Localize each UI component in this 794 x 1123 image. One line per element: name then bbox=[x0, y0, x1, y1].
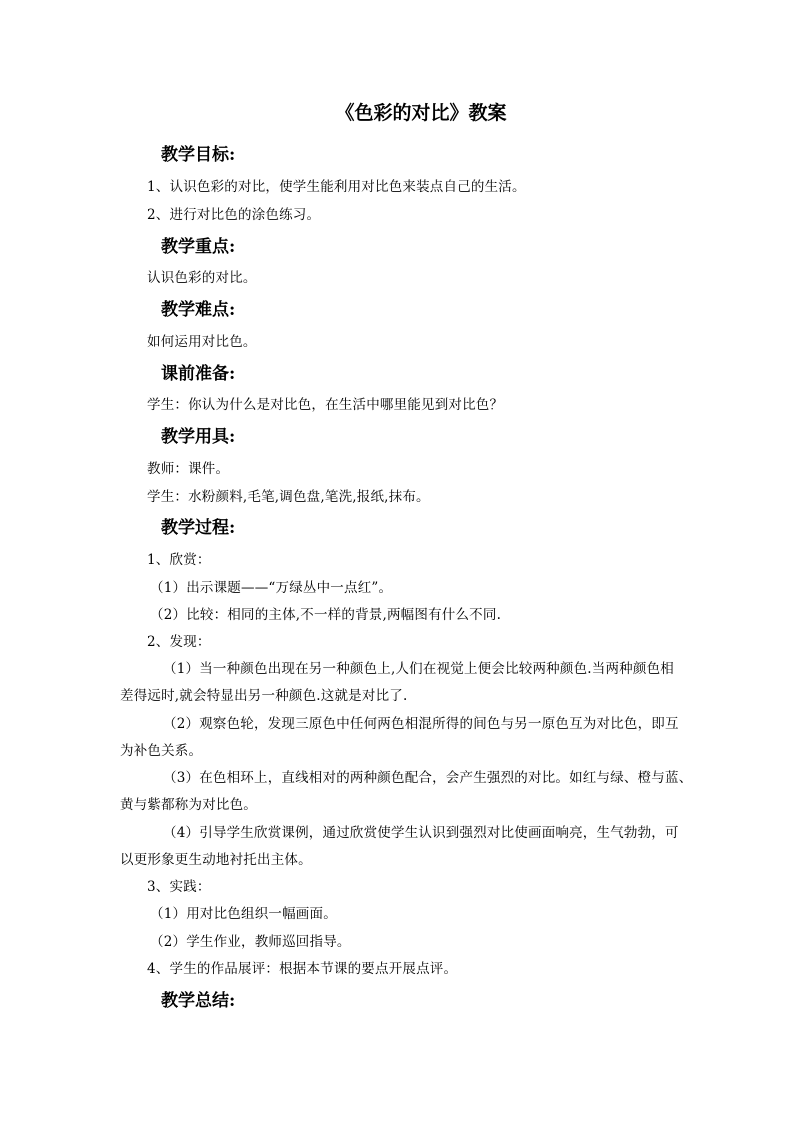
process-step2-p1-line2: 差得远时,就会特显出另一种颜色.这就是对比了. bbox=[120, 688, 408, 704]
process-step2-title: 2、发现： bbox=[147, 634, 211, 650]
key-points-heading: 教学重点: bbox=[161, 237, 236, 257]
process-step1-a: （1）出示课题——“万绿丛中一点红”。 bbox=[150, 580, 393, 596]
process-step1-title: 1、欣赏： bbox=[147, 552, 211, 568]
process-step2-p1-line1: （1）当一种颜色出现在另一种颜色上,人们在视觉上便会比较两种颜色.当两种颜色相 bbox=[163, 661, 674, 677]
goal-item-1: 1、认识色彩的对比，使学生能利用对比色来装点自己的生活。 bbox=[147, 179, 526, 195]
process-step4: 4、学生的作品展评：根据本节课的要点开展点评。 bbox=[147, 961, 458, 977]
process-step2-p3-line2: 黄与紫都称为对比色。 bbox=[120, 797, 257, 813]
process-step2-p4-line2: 以更形象更生动地衬托出主体。 bbox=[120, 852, 312, 868]
preparation-text: 学生：你认为什么是对比色，在生活中哪里能见到对比色？ bbox=[147, 397, 504, 413]
process-step3-a: （1）用对比色组织一幅画面。 bbox=[150, 906, 337, 922]
document-title: 《色彩的对比》教案 bbox=[335, 102, 507, 124]
goal-item-2: 2、进行对比色的涂色练习。 bbox=[147, 207, 321, 223]
difficulties-text: 如何运用对比色。 bbox=[147, 334, 257, 350]
summary-heading: 教学总结: bbox=[161, 991, 236, 1011]
tools-teacher: 教师：课件。 bbox=[147, 461, 230, 477]
goals-heading: 教学目标: bbox=[161, 145, 236, 165]
process-step3-title: 3、实践： bbox=[147, 879, 211, 895]
process-step3-b: （2）学生作业，教师巡回指导。 bbox=[150, 934, 351, 950]
process-step1-b: （2）比较：相同的主体,不一样的背景,两幅图有什么不同. bbox=[150, 607, 502, 623]
process-step2-p4-line1: （4）引导学生欣赏课例，通过欣赏使学生认识到强烈对比使画面响亮，生气勃勃，可 bbox=[163, 825, 679, 841]
process-step2-p2-line2: 为补色关系。 bbox=[120, 743, 203, 759]
tools-student: 学生：水粉颜料,毛笔,调色盘,笔洗,报纸,抹布。 bbox=[147, 489, 430, 505]
process-heading: 教学过程: bbox=[161, 518, 236, 538]
tools-heading: 教学用具: bbox=[161, 427, 236, 447]
process-step2-p3-line1: （3）在色相环上，直线相对的两种颜色配合，会产生强烈的对比。如红与绿、橙与蓝、 bbox=[163, 770, 693, 786]
process-step2-p2-line1: （2）观察色轮，发现三原色中任何两色相混所得的间色与另一原色互为对比色，即互 bbox=[163, 716, 679, 732]
difficulties-heading: 教学难点: bbox=[161, 300, 236, 320]
preparation-heading: 课前准备: bbox=[161, 364, 236, 384]
key-points-text: 认识色彩的对比。 bbox=[147, 270, 257, 286]
